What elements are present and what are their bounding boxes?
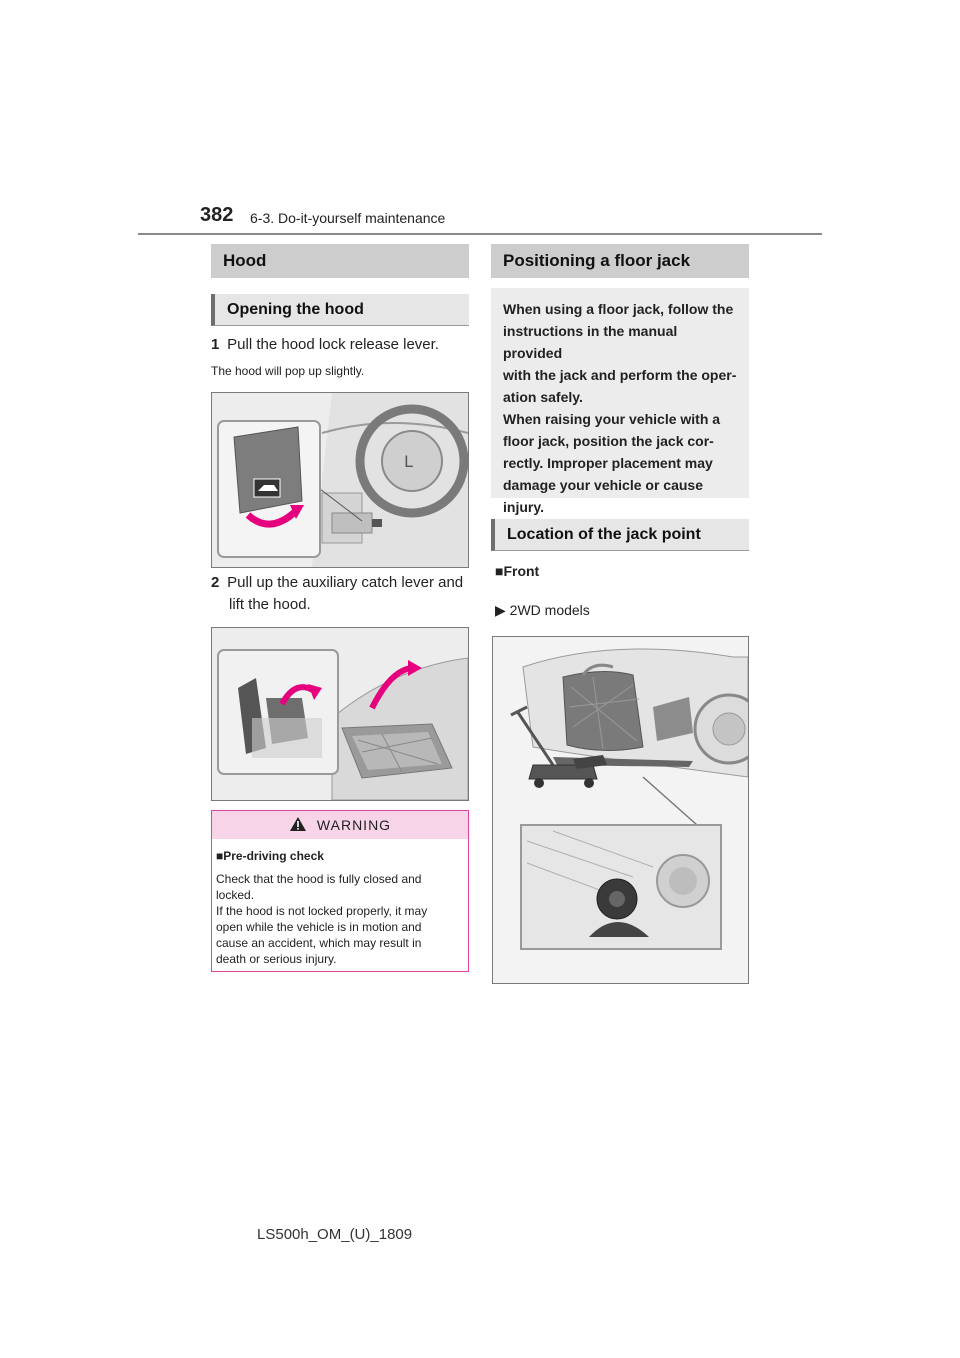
hood-release-illustration	[212, 393, 468, 567]
warning-text	[216, 871, 464, 967]
step-2-number: 2	[211, 574, 220, 591]
step-2-text-line1: Pull up the auxiliary catch lever and	[227, 574, 464, 591]
intro-line: ation safely.	[503, 389, 583, 405]
intro-line: damage your vehicle or cause	[503, 477, 703, 493]
intro-line: injury.	[503, 499, 544, 515]
step-1-note: The hood will pop up slightly.	[211, 364, 365, 378]
subsection-opening-hood: Opening the hood	[211, 294, 469, 326]
jack-point-illustration	[493, 637, 748, 983]
step-1-text: Pull the hood lock release lever.	[227, 336, 439, 353]
subsection-jack-point: Location of the jack point	[491, 519, 749, 551]
warning-line: Check that the hood is fully closed and	[216, 872, 422, 886]
intro-line: rectly. Improper placement may	[503, 455, 713, 471]
step-2	[211, 572, 471, 616]
intro-line: When using a floor jack, follow the	[503, 301, 734, 317]
intro-line: with the jack and perform the oper-	[503, 367, 737, 383]
chapter-title: 6-3. Do-it-yourself maintenance	[250, 210, 446, 226]
figure-auxiliary-catch	[211, 627, 469, 801]
model-2wd-label: ▶ 2WD models	[495, 602, 590, 618]
section-floor-jack: Positioning a floor jack	[491, 244, 749, 278]
warning-line: death or serious injury.	[216, 952, 337, 966]
warning-icon	[289, 816, 307, 835]
auxiliary-catch-illustration	[212, 628, 468, 800]
figure-jack-point	[492, 636, 749, 984]
step-1	[211, 334, 471, 356]
warning-box	[211, 810, 469, 972]
floor-jack-intro	[491, 288, 749, 515]
intro-line: When raising your vehicle with a	[503, 411, 721, 427]
page-number: 382	[200, 204, 234, 226]
step-2-text-line2: lift the hood.	[229, 596, 311, 613]
header-divider	[138, 233, 822, 235]
warning-line: locked.	[216, 888, 255, 902]
warning-label: WARNING	[316, 817, 392, 833]
warning-line: open while the vehicle is in motion and	[216, 920, 422, 934]
intro-line: floor jack, position the jack cor-	[503, 433, 714, 449]
document-code: LS500h_OM_(U)_1809	[257, 1226, 413, 1243]
svg-text:L: L	[404, 452, 413, 471]
warning-title: ■Pre-driving check	[216, 849, 324, 863]
step-1-number: 1	[211, 336, 220, 353]
figure-hood-release-lever	[211, 392, 469, 568]
section-hood: Hood	[211, 244, 469, 278]
warning-line: If the hood is not locked properly, it may	[216, 904, 428, 918]
warning-line: cause an accident, which may result in	[216, 936, 422, 950]
front-label: ■Front	[495, 563, 540, 579]
intro-line: instructions in the manual provided	[503, 323, 678, 361]
warning-header	[212, 811, 468, 839]
